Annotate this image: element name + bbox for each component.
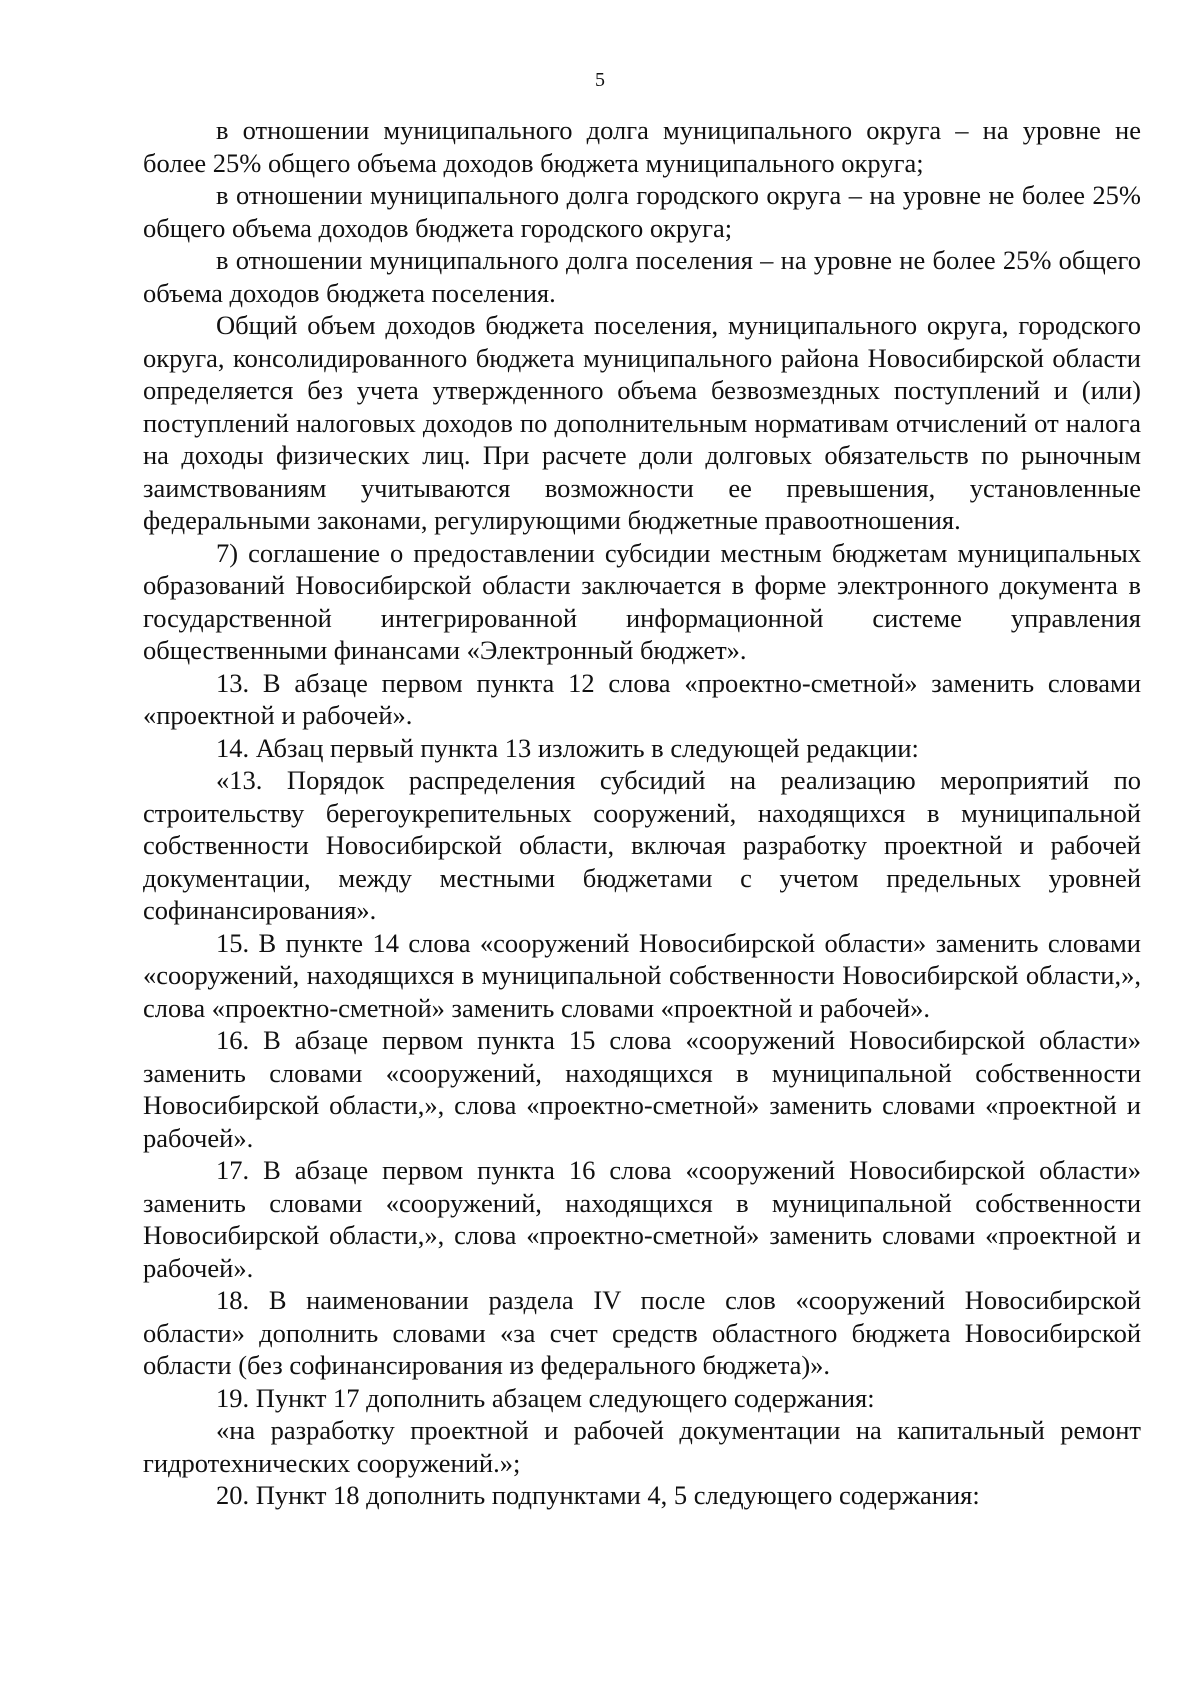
document-body	[143, 114, 1141, 1512]
paragraph: Общий объем доходов бюджета поселения, муниципального округа, городского округа, консолидированного бюджета муниципального района Новосибирской области определяется без учета утвержденного объема безвозмездных поступлений и (или) поступлений налоговых доходов по дополнительным нормативам отчислений от налога на доходы физических лиц. При расчете доли долговых обязательств по рыночным заимствованиям учитываются возможности ее превышения, установленные федеральными законами, регулирующими бюджетные правоотношения.	[143, 310, 1141, 535]
paragraph: 20. Пункт 18 дополнить подпунктами 4, 5 следующего содержания:	[216, 1480, 980, 1510]
paragraph: «на разработку проектной и рабочей документации на капитальный ремонт гидротехнических сооружений.»;	[143, 1415, 1141, 1478]
paragraph: в отношении муниципального долга муниципального округа – на уровне не более 25% общего объема доходов бюджета муниципального округа;	[143, 115, 1141, 178]
paragraph: 19. Пункт 17 дополнить абзацем следующего содержания:	[216, 1382, 875, 1413]
page-number: 5	[595, 69, 605, 91]
paragraph: 14. Абзац первый пункта 13 изложить в следующей редакции:	[216, 732, 919, 763]
paragraph: 15. В пункте 14 слова «сооружений Новосибирской области» заменить словами «сооружений, находящихся в муниципальной собственности Новосибирской области,», слова «проектно-сметной» заменить словами «проектной и рабочей».	[143, 927, 1141, 1023]
paragraph: 13. В абзаце первом пункта 12 слова «проектно-сметной» заменить словами «проектной и рабочей».	[143, 667, 1141, 730]
paragraph: в отношении муниципального долга поселения – на уровне не более 25% общего объема доходов бюджета поселения.	[143, 245, 1141, 308]
paragraph: 16. В абзаце первом пункта 15 слова «сооружений Новосибирской области» заменить словами «сооружений, находящихся в муниципальной собственности Новосибирской области,», слова «проектно-сметной» заменить словами «проектной и рабочей».	[143, 1025, 1141, 1153]
paragraph: 17. В абзаце первом пункта 16 слова «сооружений Новосибирской области» заменить словами «сооружений, находящихся в муниципальной собственности Новосибирской области,», слова «проектно-сметной» заменить словами «проектной и рабочей».	[143, 1155, 1141, 1283]
paragraph: 18. В наименовании раздела IV после слов «сооружений Новосибирской области» дополнить словами «за счет средств областного бюджета Новосибирской области (без софинансирования из федерального бюджета)».	[143, 1285, 1141, 1380]
paragraph: «13. Порядок распределения субсидий на реализацию мероприятий по строительству берегоукрепительных сооружений, находящихся в муниципальной собственности Новосибирской области, включая разработку проектной и рабочей документации, между местными бюджетами с учетом предельных уровней софинансирования».	[143, 765, 1141, 925]
paragraph: в отношении муниципального долга городского округа – на уровне не более 25% общего объема доходов бюджета городского округа;	[143, 180, 1141, 243]
paragraph: 7) соглашение о предоставлении субсидии местным бюджетам муниципальных образований Новосибирской области заключается в форме электронного документа в государственной интегрированной информационной системе управления общественными финансами «Электронный бюджет».	[143, 537, 1141, 665]
